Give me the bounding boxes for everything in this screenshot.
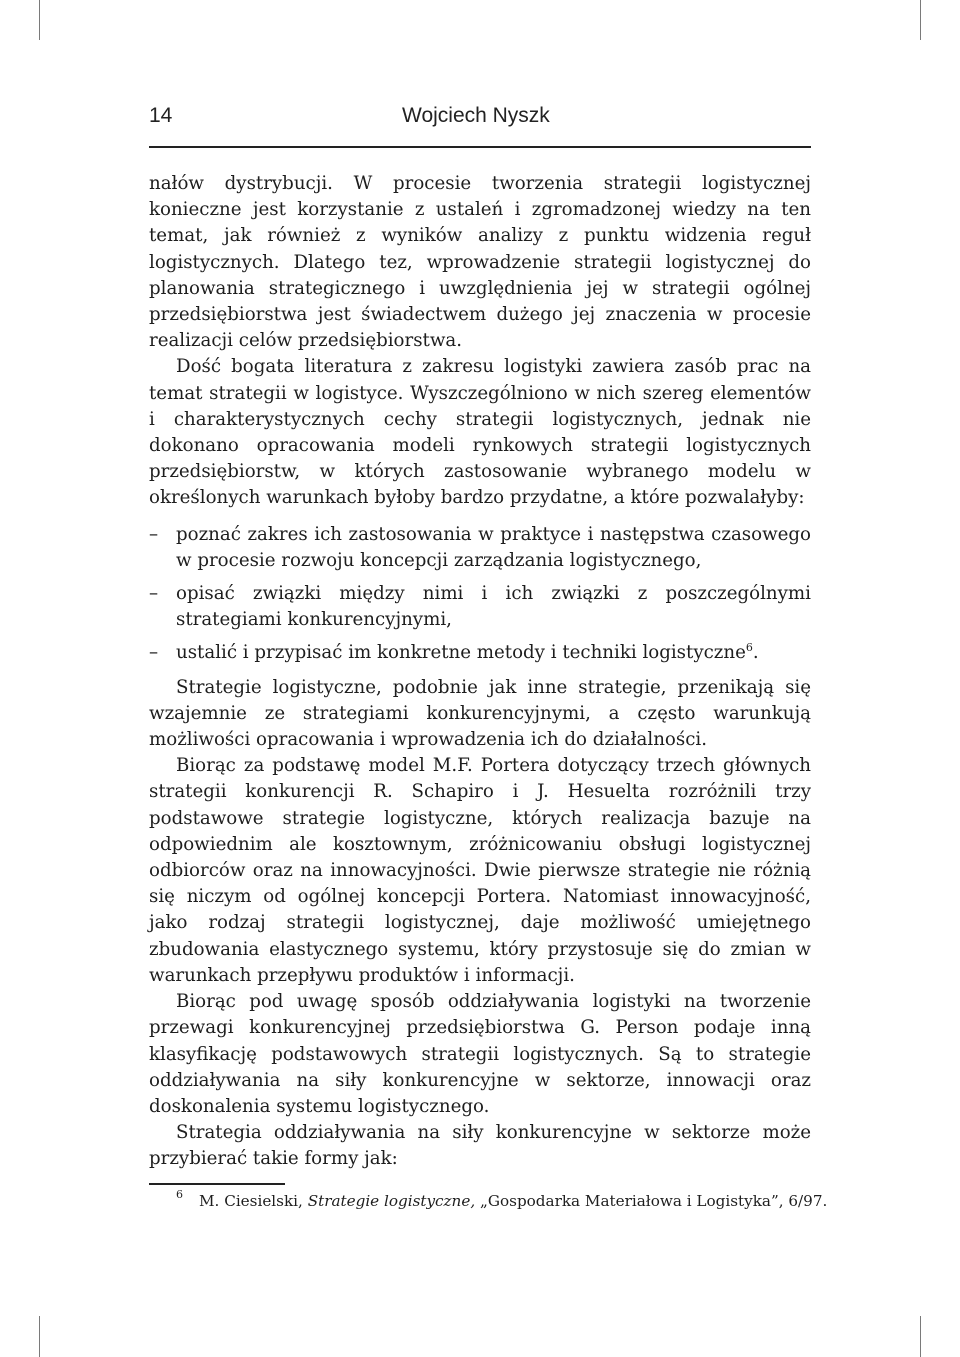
body-text — [149, 171, 811, 1173]
dash-bullet: – — [149, 583, 159, 605]
paragraph: Biorąc pod uwagę sposób oddziaływania logistyki na tworzenie przewagi konkurencyjnej przedsiębiorstwa G. Person podaje inną klasyfikację podstawowych strategii logistycznych. Są to strategie oddziaływania na siły konkurencyjne w sektorze, innowacji oraz doskonalenia systemu logistycznego. — [149, 991, 811, 1117]
list-item — [149, 522, 811, 574]
page-number: 14 — [149, 104, 173, 127]
running-head: Wojciech Nyszk — [402, 104, 550, 127]
paragraph: Strategia oddziaływania na siły konkurencyjne w sektorze może przybierać takie formy jak: — [149, 1122, 811, 1170]
crop-mark — [39, 1316, 40, 1357]
crop-mark — [920, 0, 921, 40]
list-item — [149, 640, 811, 666]
footnote-ref[interactable]: 6 — [745, 641, 753, 655]
list-item-text: ustalić i przypisać im konkretne metody i techniki logistyczne — [176, 642, 746, 664]
footnote-title: Strategie logistyczne, — [307, 1192, 476, 1210]
dash-bullet: – — [149, 523, 159, 545]
paragraph: Biorąc za podstawę model M.F. Portera dotyczący trzech głównych strategii konkurencji R. Schapiro i J. Hesuelta rozróżnili trzy podstawowe strategie logistyczne, których realizacja bazuje na odpowiednim ale kosztownym, zróżnicowaniu obsługi logistycznej odbiorców oraz na innowacyjności. Dwie pierwsze strategie nie różnią się niczym od ogólnej koncepcji Portera. Natomiast innowacyjność, jako rodzaj strategii logistycznej, daje możliwość umiejętnego zbudowania elastycznego systemu, który przystosuje się do zmian w warunkach przepływu produktów i informacji. — [149, 755, 811, 986]
footnote-rule — [149, 1183, 285, 1185]
dash-list — [149, 522, 811, 667]
list-item — [149, 581, 811, 633]
paragraph: Strategie logistyczne, podobnie jak inne strategie, przenikają się wzajemnie ze strategiami konkurencyjnymi, a często warunkują możliwości opracowania i wprowadzenia ich do działalności. — [149, 676, 811, 751]
crop-mark — [920, 1316, 921, 1357]
crop-mark — [39, 0, 40, 40]
page-header — [149, 104, 811, 138]
header-rule — [149, 146, 811, 148]
footnote-text — [199, 1190, 827, 1212]
paragraph: Dość bogata literatura z zakresu logistyki zawiera zasób prac na temat strategii w logistyce. Wyszczególniono w nich szereg elementów i charakterystycznych cechy strategii logistycznych, jednak nie dokonano opracowania modeli rynkowych strategii logistycznych przedsiębiorstw, w których zastosowanie wybranego modelu w określonych warunkach byłoby bardzo przydatne, a które pozwalałyby: — [149, 356, 811, 509]
list-item-text: opisać związki między nimi i ich związki z poszczególnymi strategiami konkurencyjnymi, — [176, 583, 811, 631]
list-item-text: poznać zakres ich zastosowania w praktyce i następstwa czasowego w procesie rozwoju koncepcji zarządzania logistycznego, — [176, 523, 811, 571]
paragraph: nałów dystrybucji. W procesie tworzenia strategii logistycznej konieczne jest korzystanie z ustaleń i zgromadzonej wiedzy na ten temat, jak również z wyników analizy z punktu widzenia reguł logistycznych. Dlatego tez, wprowadzenie strategii logistycznej do planowania strategicznego i uwzględnienia jej w strategii ogólnej przedsiębiorstwa jest świadectwem dużego jej znaczenia w procesie realizacji celów przedsiębiorstwa. — [149, 173, 811, 352]
footnote-number: 6 — [176, 1188, 183, 1201]
dash-bullet: – — [149, 642, 159, 664]
footnote-rest: „Gospodarka Materiałowa i Logistyka”, 6/97. — [480, 1192, 828, 1210]
footnote-author: M. Ciesielski, — [199, 1192, 303, 1210]
list-item-trail: . — [752, 642, 759, 664]
